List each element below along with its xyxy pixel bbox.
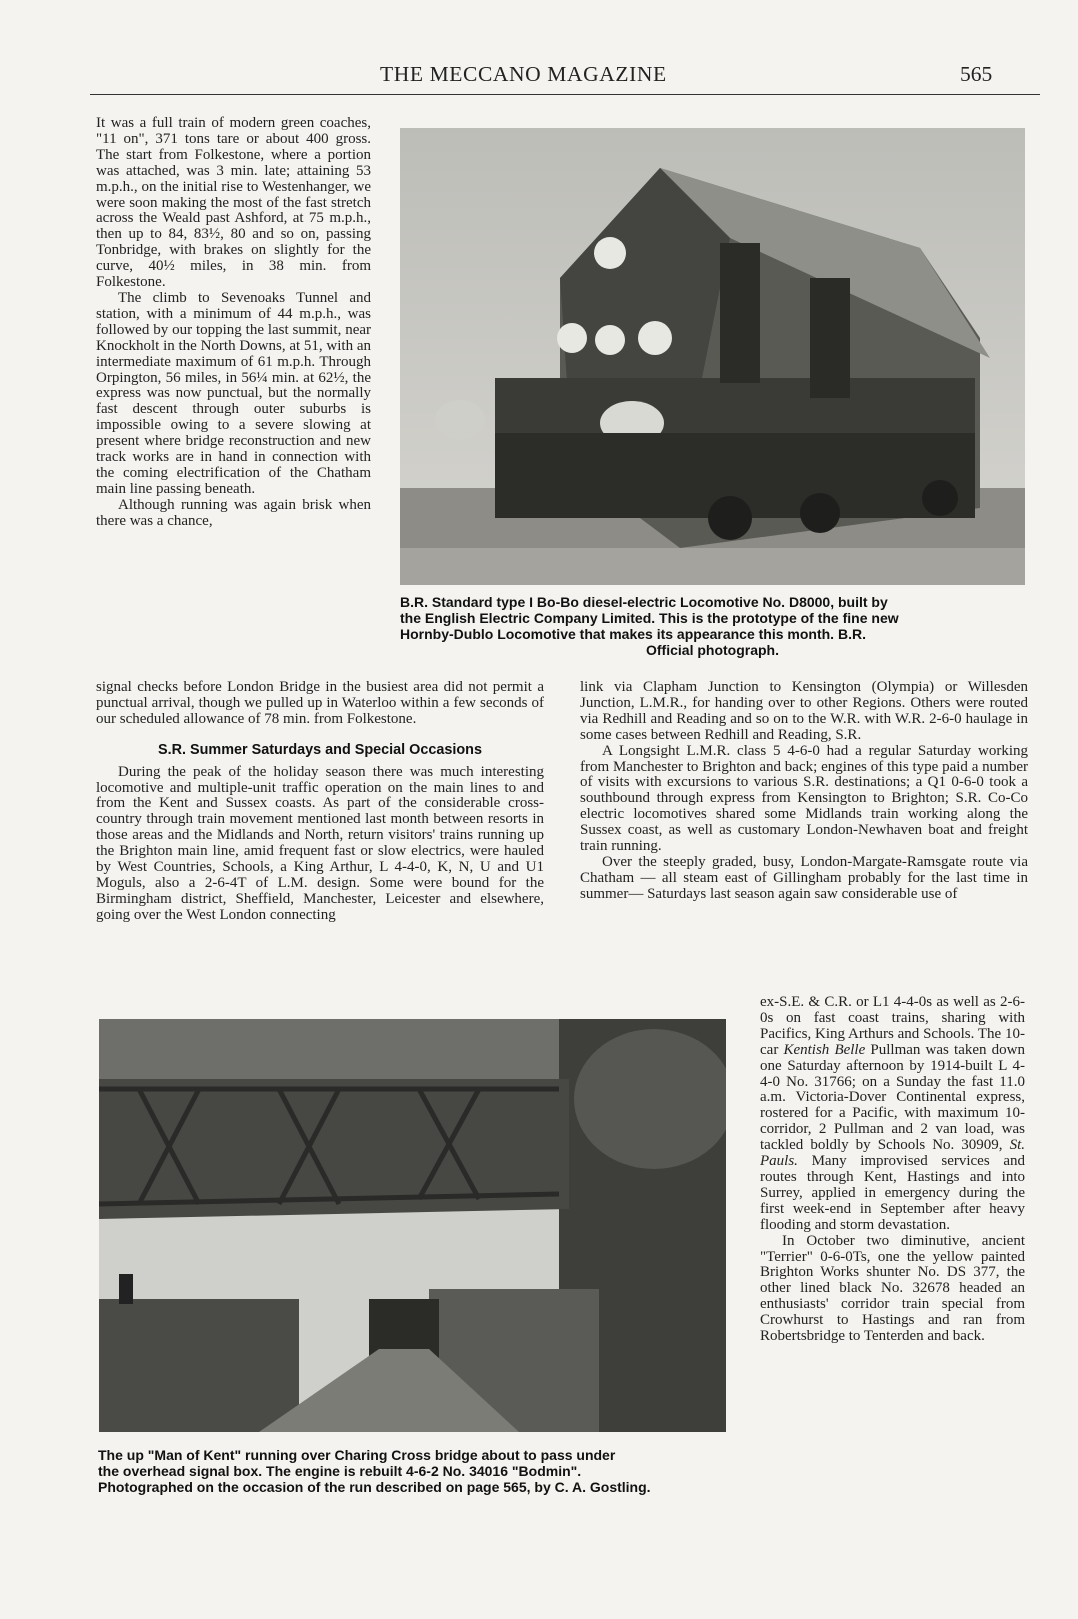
charing-cross-bridge-image bbox=[99, 1019, 726, 1432]
photo-diesel-locomotive bbox=[400, 128, 1025, 585]
right-column bbox=[580, 680, 1028, 903]
paragraph-kentish-belle bbox=[760, 995, 1025, 1234]
left-column-bottom bbox=[96, 680, 544, 924]
caption-diesel-line-4: Official photograph. bbox=[646, 642, 779, 658]
photo-charing-cross-bridge bbox=[99, 1019, 726, 1432]
kentish-belle-text-c: Many improvised services and routes through Kent, Hastings and into Surrey, applied in emergency during the first week-end in September after heavy flooding and storm devastation. bbox=[760, 1153, 1025, 1233]
caption-charing-line-2: the overhead signal box. The engine is rebuilt 4-6-2 No. 34016 "Bodmin". bbox=[98, 1463, 582, 1479]
section-heading-summer-saturdays: S.R. Summer Saturdays and Special Occasions bbox=[158, 741, 482, 758]
caption-diesel-line-1: B.R. Standard type I Bo-Bo diesel-electric Locomotive No. D8000, built by bbox=[400, 594, 888, 610]
paragraph-longsight: A Longsight L.M.R. class 5 4-6-0 had a regular Saturday working from Manchester to Brighton and back; engines of this type paid a number of visits with excursions to various S.R. destinations; a Q1 0-6-0 took a southbound through express from Kensington to Brighton; S.R. Co-Co electric locomotives shared some Midlands train working along the Sussex coast, as well as customary London-Newhaven boat and freight train running. bbox=[580, 742, 1028, 855]
caption-diesel-locomotive bbox=[400, 594, 1025, 658]
paragraph-signal-checks: signal checks before London Bridge in the busiest area did not permit a punctual arrival, though we pulled up in Waterloo within a few seconds of our scheduled allowance of 78 min. from Folkestone. bbox=[96, 679, 544, 727]
st-pauls-name: St. Pauls. bbox=[760, 1137, 1025, 1170]
paragraph-terriers: In October two diminutive, ancient "Terrier" 0-6-0Ts, one the yellow painted Brighton Works shunter No. DS 377, the other lined black No. 32678 headed an enthusiasts' corridor train special from Crowhurst to Hastings and ran from Robertsbridge to Tenterden and back. bbox=[760, 1232, 1025, 1345]
paragraph-holiday-season: During the peak of the holiday season there was much interesting locomotive and multiple-unit traffic operation on the main lines to and from the Kent and Sussex coasts. As part of the considerable cross-country through train movement mentioned last month between resorts in those areas and the Midlands and North, return visitors' trains running up the Brighton main line, amid frequent fast or slow electrics, were hauled by West Countries, Schools, a King Arthur, L 4-4-0, K, N, U and U1 Moguls, also a 2-6-4T of L.M. design. Some were bound for the Birmingham district, Sheffield, Manchester, Leicester and elsewhere, going over the West London connecting bbox=[96, 763, 544, 923]
paragraph-full-train: It was a full train of modern green coaches, "11 on", 371 tons tare or about 400 gross. The start from Folkestone, where a portion was attached, was 3 min. late; attaining 53 m.p.h., on the initial rise to Westenhanger, we were soon making the most of the fast stretch across the Weald past Ashford, at 75 m.p.h., then up to 84, 83½, 80 and so on, passing Tonbridge, with brakes on slightly for the curve, 40½ miles, in 38 min. from Folkestone. bbox=[96, 115, 371, 291]
kentish-belle-text-b: Pullman was taken down one Saturday afternoon by 1914-built L 4-4-0 No. 31766; on a Sunday the fast 11.0 a.m. Victoria-Dover Continental express, rostered for a Pacific, with maximum 10-corridor, 2 Pullman and 2 van load, was tackled boldly by Schools No. 30909, bbox=[760, 1041, 1025, 1154]
kentish-belle-text-a: ex-S.E. & C.R. or L1 4-4-0s as well as 2-6-0s on fast coast trains, sharing with Pacifics, King Arthurs and Schools. The 10-car bbox=[760, 994, 1025, 1058]
left-column-top bbox=[96, 116, 371, 530]
paragraph-clapham-link: link via Clapham Junction to Kensington (Olympia) or Willesden Junction, L.M.R., for handing over to other Regions. Others were routed via Redhill and Reading and so on to the W.R. with W.R. 2-6-0 haulage in some cases between Redhill and Reading, S.R. bbox=[580, 679, 1028, 743]
magazine-title: THE MECCANO MAGAZINE bbox=[380, 62, 667, 86]
header-rule bbox=[90, 94, 1040, 95]
diesel-locomotive-image bbox=[400, 128, 1025, 585]
caption-charing-line-3: Photographed on the occasion of the run described on page 565, by C. A. Gostling. bbox=[98, 1479, 651, 1495]
right-column-narrow bbox=[760, 995, 1025, 1345]
caption-diesel-line-2: the English Electric Company Limited. This is the prototype of the fine new bbox=[400, 610, 899, 626]
paragraph-running-brisk: Although running was again brisk when there was a chance, bbox=[96, 496, 371, 529]
caption-charing-cross bbox=[98, 1447, 738, 1495]
page-number: 565 bbox=[960, 62, 993, 86]
paragraph-sevenoaks: The climb to Sevenoaks Tunnel and station, with a minimum of 44 m.p.h., was followed by our topping the last summit, near Knockholt in the North Downs, at 51, with an intermediate maximum of 61 m.p.h. Through Orpington, 56 miles, in 56¼ min. at 62½, the express was now punctual, but the normally fast descent through outer suburbs is impossible owing to a severe slowing at present where bridge reconstruction and new track works are in hand in connection with the coming electrification of the Chatham main line passing beneath. bbox=[96, 289, 371, 497]
caption-charing-line-1: The up "Man of Kent" running over Charing Cross bridge about to pass under bbox=[98, 1447, 616, 1463]
kentish-belle-title: Kentish Belle bbox=[783, 1041, 866, 1058]
caption-diesel-line-3: Hornby-Dublo Locomotive that makes its appearance this month. B.R. bbox=[400, 626, 866, 642]
paragraph-margate-route: Over the steeply graded, busy, London-Margate-Ramsgate route via Chatham — all steam east of Gillingham probably for the last time in summer— Saturdays last season again saw considerable use of bbox=[580, 853, 1028, 902]
